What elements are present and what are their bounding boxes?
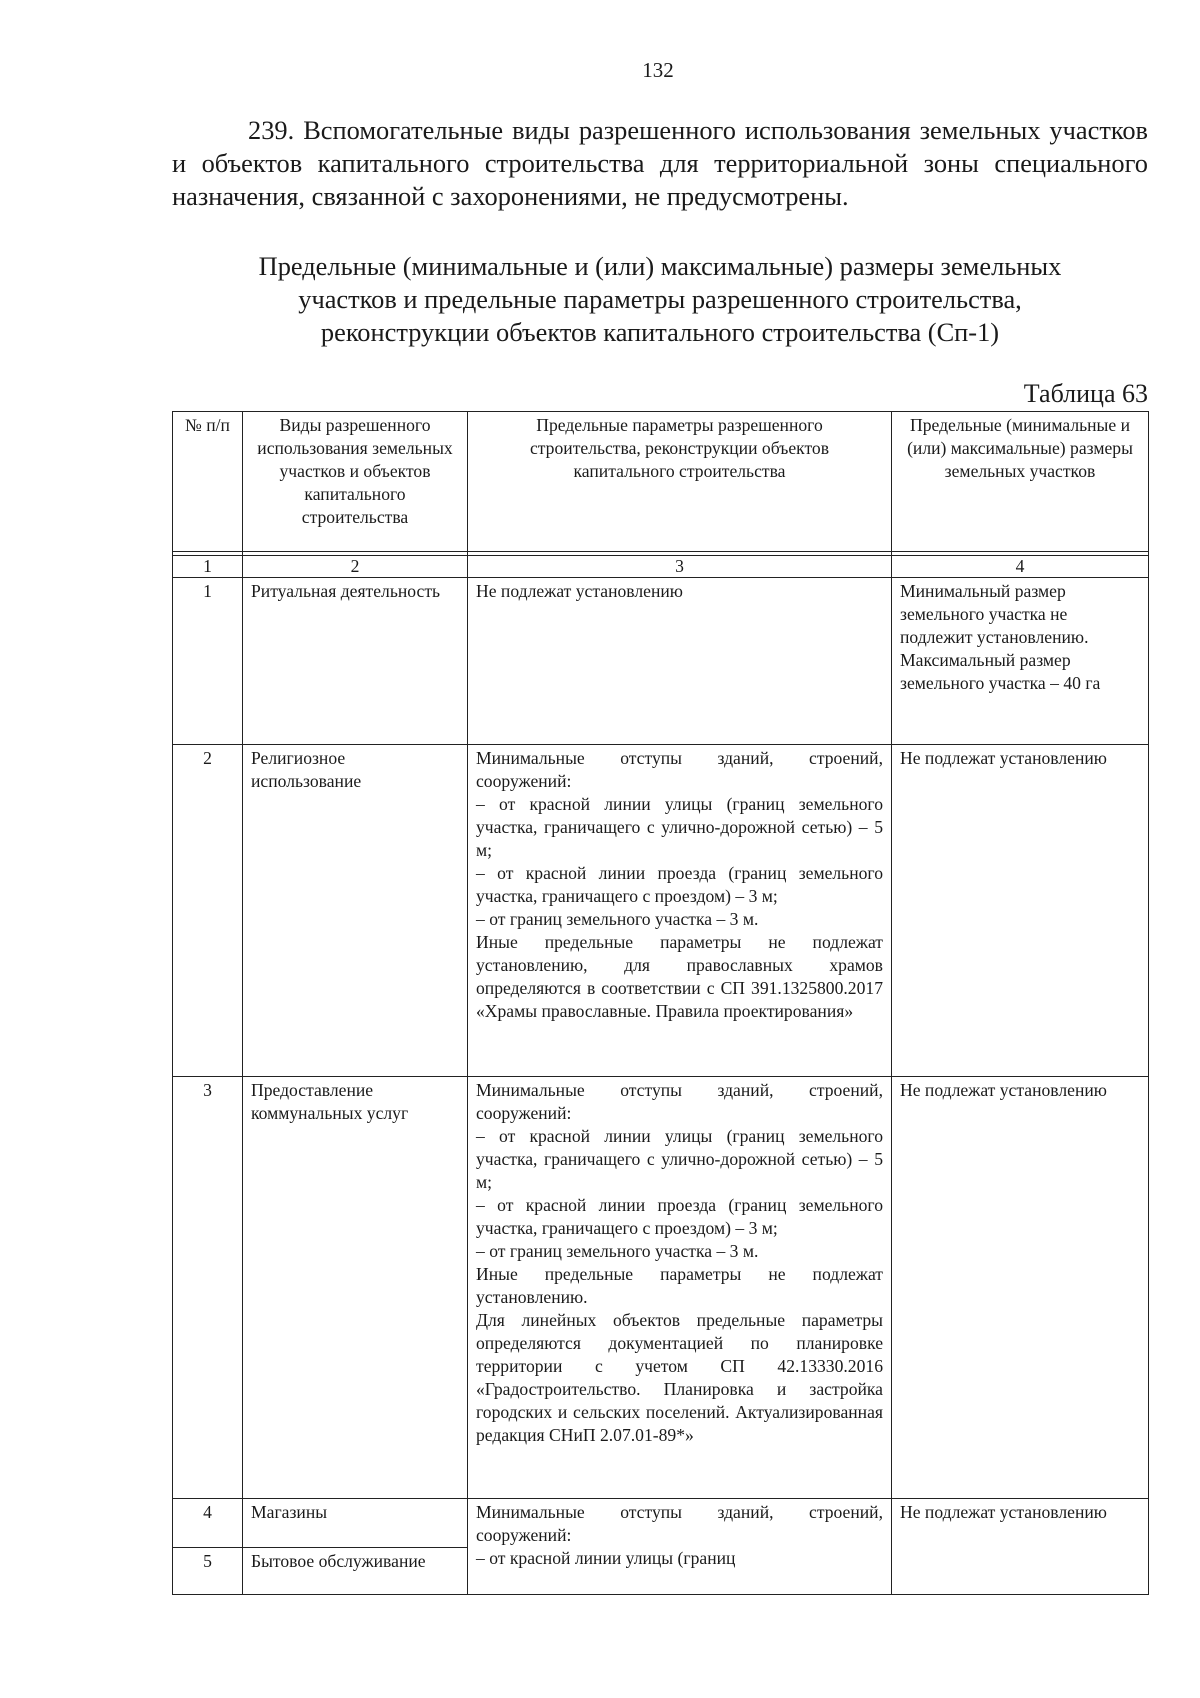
table-caption: Таблица 63 xyxy=(1023,379,1148,408)
row-params-line: – от границ земельного участка – 3 м. xyxy=(476,909,759,929)
row-size-line: Не подлежат установлению xyxy=(900,1502,1107,1522)
heading-line: реконструкции объектов капитального строительства (Сп-1) xyxy=(320,317,1000,347)
header-cell-use-type: Виды разрешенного использования земельных участков и объектов капитального строительства xyxy=(243,412,468,552)
row-number: 1 xyxy=(173,578,243,745)
row-plot-size xyxy=(892,1499,1149,1595)
row-use-type: Бытовое обслуживание xyxy=(243,1548,468,1595)
column-number-row xyxy=(173,556,1149,578)
row-params xyxy=(468,1499,892,1595)
column-number: 1 xyxy=(173,556,243,578)
row-params-line: Минимальные отступы зданий, строений, сооружений: xyxy=(476,1080,883,1123)
row-params-line: – от красной линии улицы (границ земельного участка, граничащего с улично-дорожной сетью) – 5 м; xyxy=(476,794,883,860)
row-number: 5 xyxy=(173,1548,243,1595)
table-heading xyxy=(172,250,1148,349)
row-params-line: – от красной линии улицы (границ xyxy=(476,1548,736,1568)
table-row xyxy=(173,1077,1149,1499)
row-params-line: Иные предельные параметры не подлежат установлению. xyxy=(476,1264,883,1307)
header-cell-number: № п/п xyxy=(173,412,243,552)
row-params xyxy=(468,578,892,745)
row-params-line: – от красной линии проезда (границ земельного участка, граничащего с проездом) – 3 м; xyxy=(476,1195,883,1238)
row-params xyxy=(468,1077,892,1499)
row-size-line: Не подлежат установлению xyxy=(900,1080,1107,1100)
intro-paragraph: 239. Вспомогательные виды разрешенного использования земельных участков и объектов капитального строительства для территориальной зоны специального назначения, связанной с захоронениями, не предусмотрены. xyxy=(172,115,1148,211)
row-use-type: Религиозное использование xyxy=(243,745,468,1077)
heading-line: Предельные (минимальные и (или) максимальные) размеры земельных xyxy=(258,251,1062,281)
row-use-type: Магазины xyxy=(243,1499,468,1548)
row-use-type: Ритуальная деятельность xyxy=(243,578,468,745)
row-params-line: Для линейных объектов предельные параметры определяются документацией по планировке территории с учетом СП 42.13330.2016 «Градостроительство. Планировка и застройка городских и сельских поселений. Актуализированная редакция СНиП 2.07.01-89*» xyxy=(476,1310,883,1445)
row-params-line: Минимальные отступы зданий, строений, сооружений: xyxy=(476,1502,883,1545)
regulations-table xyxy=(172,411,1149,1595)
column-number: 2 xyxy=(243,556,468,578)
table-row xyxy=(173,578,1149,745)
row-number: 3 xyxy=(173,1077,243,1499)
heading-line: участков и предельные параметры разрешенного строительства, xyxy=(298,284,1022,314)
row-params-line: – от красной линии проезда (границ земельного участка, граничащего с проездом) – 3 м; xyxy=(476,863,883,906)
table-row xyxy=(173,1499,1149,1548)
row-number: 2 xyxy=(173,745,243,1077)
column-number: 3 xyxy=(468,556,892,578)
page-number: 132 xyxy=(642,58,674,82)
table-row xyxy=(173,745,1149,1077)
row-plot-size xyxy=(892,1077,1149,1499)
row-params-line: – от границ земельного участка – 3 м. xyxy=(476,1241,759,1261)
row-use-type: Предоставление коммунальных услуг xyxy=(243,1077,468,1499)
row-size-line: Максимальный размер земельного участка – 40 га xyxy=(900,650,1101,693)
row-params-line: Не подлежат установлению xyxy=(476,581,683,601)
row-params xyxy=(468,745,892,1077)
row-params-line: – от красной линии улицы (границ земельного участка, граничащего с улично-дорожной сетью) – 5 м; xyxy=(476,1126,883,1192)
table-header-row xyxy=(173,412,1149,552)
header-cell-plot-size: Предельные (минимальные и (или) максимальные) размеры земельных участков xyxy=(892,412,1149,552)
row-number: 4 xyxy=(173,1499,243,1548)
row-plot-size xyxy=(892,745,1149,1077)
header-cell-construction-params: Предельные параметры разрешенного строительства, реконструкции объектов капитального строительства xyxy=(468,412,892,552)
row-size-line: Не подлежат установлению xyxy=(900,748,1107,768)
row-params-line: Иные предельные параметры не подлежат установлению, для православных храмов определяются в соответствии с СП 391.1325800.2017 «Храмы православные. Правила проектирования» xyxy=(476,932,883,1021)
row-plot-size xyxy=(892,578,1149,745)
row-params-line: Минимальные отступы зданий, строений, сооружений: xyxy=(476,748,883,791)
column-number: 4 xyxy=(892,556,1149,578)
row-size-line: Минимальный размер земельного участка не подлежит установлению. xyxy=(900,581,1089,647)
